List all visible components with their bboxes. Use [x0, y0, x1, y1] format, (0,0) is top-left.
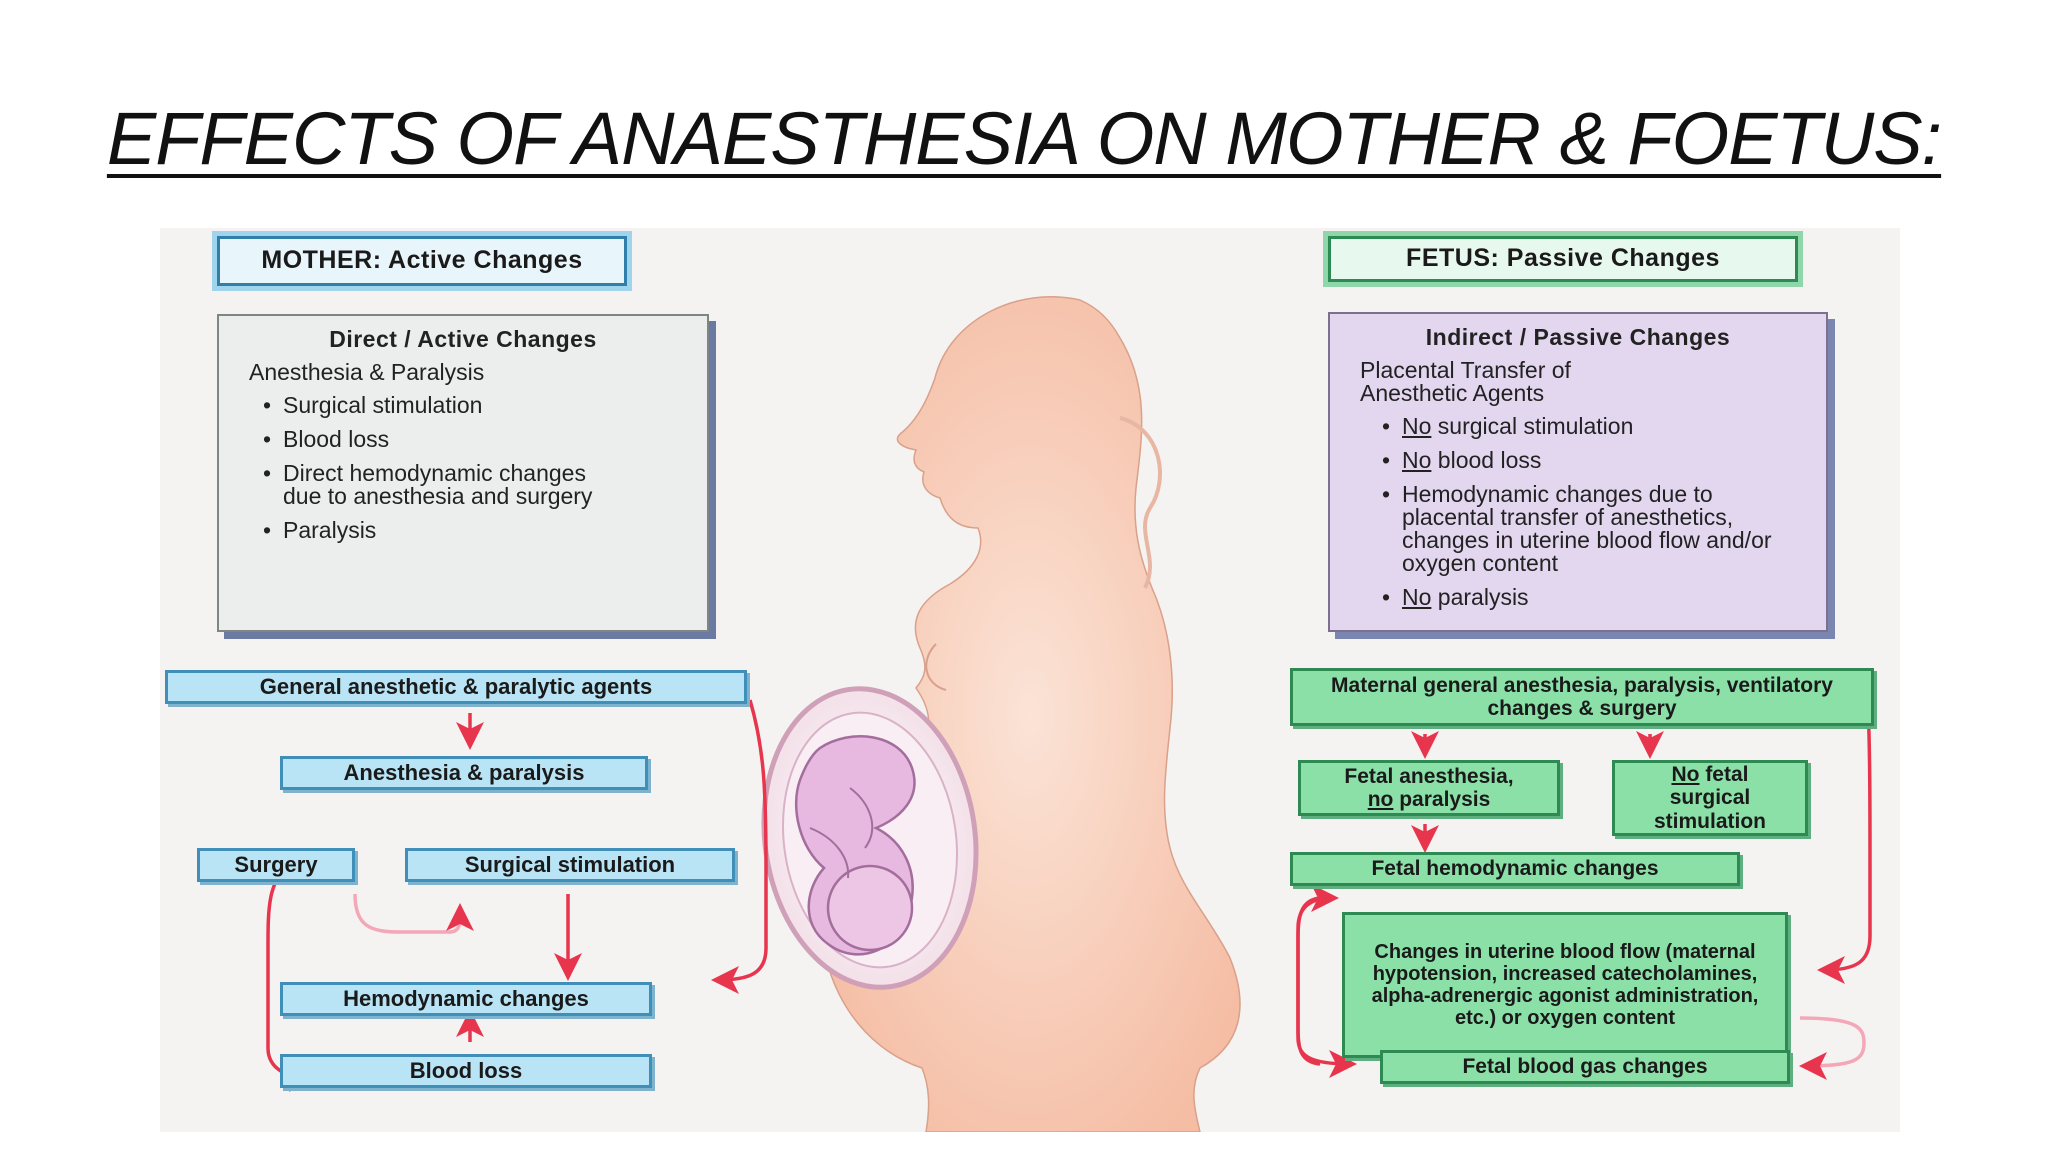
fetus-header: FETUS: Passive Changes [1328, 236, 1798, 282]
negation-prefix: No [1402, 584, 1432, 610]
fetus-panel-title: Indirect / Passive Changes [1425, 324, 1731, 350]
negation-prefix: no [1367, 788, 1394, 811]
negation-prefix: No [1671, 763, 1700, 787]
fetal-anesthesia-line1: Fetal anesthesia, [1344, 764, 1514, 788]
fetal-hemodynamic-box: Fetal hemodynamic changes [1290, 852, 1740, 886]
mother-panel-subtitle: Anesthesia & Paralysis [249, 359, 485, 385]
fetal-anesthesia-rest: paralysis [1393, 788, 1491, 811]
slide-title: EFFECTS OF ANAESTHESIA ON MOTHER & FOETUS: [106, 97, 1942, 180]
list-item: • Paralysis [283, 519, 685, 542]
fetal-anesthesia-line2 [1368, 788, 1491, 811]
mother-panel-list [241, 394, 685, 542]
fetus-panel-subtitle: Placental Transfer of Anesthetic Agents [1360, 357, 1571, 406]
anesthesia-paralysis-box: Anesthesia & paralysis [280, 756, 648, 790]
list-item-text: paralysis [1431, 584, 1529, 610]
uterine-blood-flow-box: Changes in uterine blood flow (maternal hypotension, increased catecholamines, alpha-adrenergic agonist administration, etc.) or oxygen content [1342, 912, 1788, 1058]
mother-header: MOTHER: Active Changes [217, 236, 627, 286]
negation-prefix: No [1402, 413, 1432, 439]
list-item [1402, 483, 1792, 575]
list-item-text: surgical stimulation [1431, 413, 1634, 439]
negation-prefix: No [1402, 447, 1432, 473]
diagram-figure [160, 228, 1900, 1132]
no-fetal-text [1635, 763, 1785, 832]
blood-loss-box: Blood loss [280, 1054, 652, 1088]
fetus-panel-list [1352, 415, 1804, 609]
fetus-changes-panel [1328, 312, 1828, 632]
surgery-box: Surgery [197, 848, 355, 882]
list-item [1402, 586, 1804, 609]
no-fetal-stimulation-box [1612, 760, 1808, 836]
fetal-anesthesia-box [1298, 760, 1560, 816]
mother-changes-panel [217, 314, 709, 632]
list-item: • Blood loss [283, 428, 685, 451]
list-item: • Surgical stimulation [283, 394, 685, 417]
list-item: • Direct hemodynamic changes due to anesthesia and surgery [283, 462, 613, 508]
hemodynamic-changes-box: Hemodynamic changes [280, 982, 652, 1016]
general-agents-box: General anesthetic & paralytic agents [165, 670, 747, 704]
list-item [1402, 415, 1804, 438]
mother-panel-title: Direct / Active Changes [329, 326, 597, 352]
list-item-text: blood loss [1431, 447, 1542, 473]
maternal-ga-box: Maternal general anesthesia, paralysis, ventilatory changes & surgery [1290, 668, 1874, 726]
surgical-stimulation-box: Surgical stimulation [405, 848, 735, 882]
no-fetal-rest: fetal surgical stimulation [1653, 763, 1766, 833]
list-item [1402, 449, 1804, 472]
fetal-blood-gas-box: Fetal blood gas changes [1380, 1050, 1790, 1084]
list-item-text: Hemodynamic changes due to placental transfer of anesthetics, changes in uterine blood flow and/or oxygen content [1402, 481, 1772, 576]
